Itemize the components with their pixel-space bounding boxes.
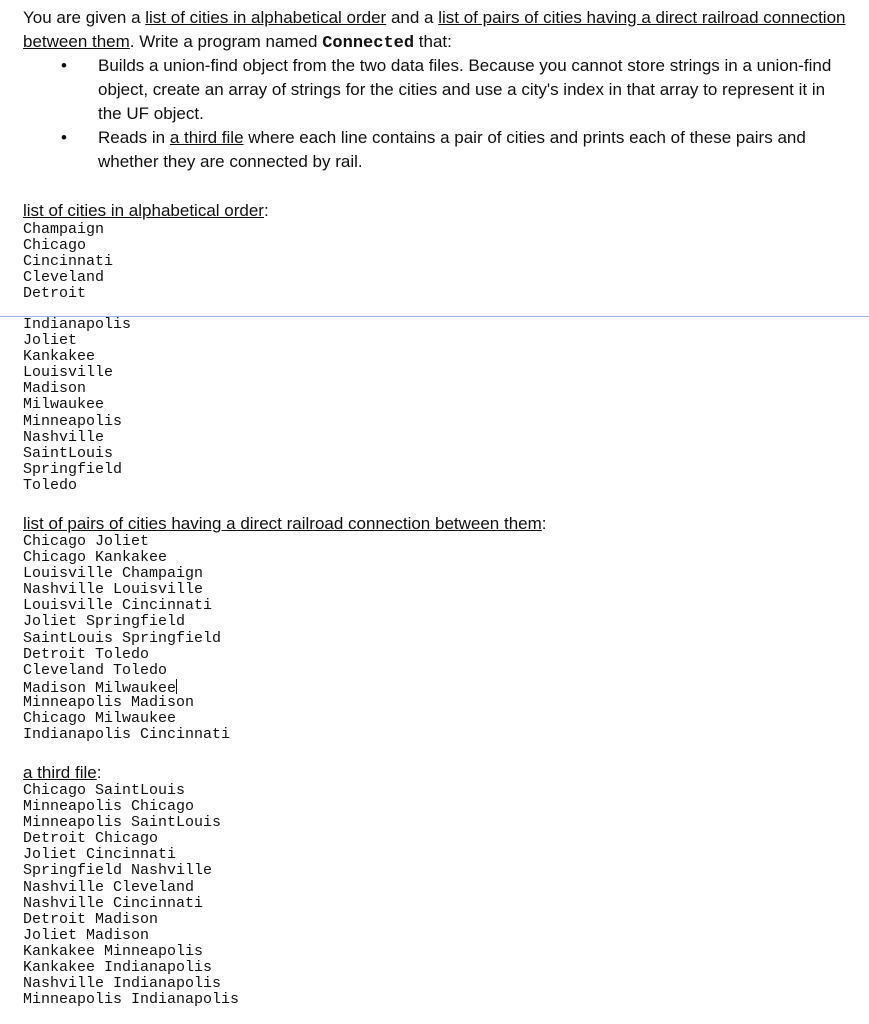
third-file-heading: a third file: — [23, 763, 102, 782]
query-pair-item: Minneapolis SaintLouis — [23, 814, 222, 832]
intro-text: and a — [386, 8, 439, 27]
pair-item: Minneapolis Madison — [23, 693, 195, 711]
text-cursor — [176, 679, 177, 694]
query-pair-item: Minneapolis Indianapolis — [23, 991, 240, 1009]
query-pair-item: Nashville Cincinnati — [23, 894, 204, 912]
city-item: Indianapolis — [23, 316, 132, 333]
pair-item: Chicago Milwaukee — [23, 710, 177, 728]
bullet-dot: • — [61, 128, 67, 147]
third-file-list — [23, 783, 239, 1008]
city-item: Cincinnati — [23, 253, 114, 271]
pair-item: Indianapolis Cincinnati — [23, 726, 231, 744]
query-pair-item: Kankakee Indianapolis — [23, 959, 213, 977]
bullet-item-1 — [23, 54, 853, 126]
bullet-text: Reads in — [98, 128, 170, 147]
city-item: Joliet — [23, 332, 78, 350]
query-pair-item: Chicago SaintLouis — [23, 782, 186, 799]
query-pair-item: Detroit Madison — [23, 910, 159, 928]
city-item: Louisville — [23, 364, 114, 382]
pair-item: Chicago Joliet — [23, 533, 150, 550]
query-pair-item: Springfield Nashville — [23, 862, 213, 880]
bullet-text: where each line contains a pair of cities and prints each of these pairs and whether they are connected by rail. — [98, 128, 806, 171]
city-item: Minneapolis — [23, 412, 123, 430]
city-item: Madison — [23, 380, 87, 398]
query-pair-item: Nashville Cleveland — [23, 878, 195, 896]
city-item: Milwaukee — [23, 396, 105, 414]
pair-item: Chicago Kankakee — [23, 549, 168, 567]
cities-list-page1 — [23, 222, 113, 302]
city-item: Champaign — [23, 221, 105, 238]
city-item: Kankakee — [23, 348, 96, 366]
city-item: Toledo — [23, 476, 78, 494]
cities-heading: list of cities in alphabetical order: — [23, 201, 269, 220]
query-pair-item: Kankakee Minneapolis — [23, 942, 204, 960]
intro-text: You are given a — [23, 8, 146, 27]
pair-item: Detroit Toledo — [23, 645, 150, 663]
pair-item: Cleveland Toledo — [23, 661, 168, 679]
query-pair-item: Joliet Cincinnati — [23, 846, 177, 864]
pairs-heading: list of pairs of cities having a direct railroad connection between them: — [23, 514, 547, 533]
pairs-list — [23, 534, 230, 743]
query-pair-item: Nashville Indianapolis — [23, 975, 222, 993]
pair-item: Madison Milwaukee — [23, 679, 177, 697]
city-item: SaintLouis — [23, 444, 114, 462]
third-file-link[interactable]: a third file — [169, 128, 244, 147]
bullet-dot: • — [61, 56, 67, 75]
intro-text: . Write a program named — [129, 32, 323, 51]
query-pair-item: Joliet Madison — [23, 926, 150, 944]
city-item: Springfield — [23, 460, 123, 478]
cities-list-page2 — [23, 317, 131, 494]
intro-paragraph — [23, 6, 853, 56]
program-name: Connected — [322, 34, 415, 53]
bullet-item-2 — [23, 126, 853, 174]
intro-text: that: — [414, 32, 452, 51]
city-item: Chicago — [23, 237, 87, 255]
query-pair-item: Minneapolis Chicago — [23, 798, 195, 816]
pair-item: Louisville Champaign — [23, 565, 204, 583]
cities-list-link[interactable]: list of cities in alphabetical order — [145, 8, 387, 27]
pairs-list-link[interactable]: list of pairs of cities having a direct railroad connection between them — [23, 8, 846, 51]
pair-item: SaintLouis Springfield — [23, 629, 222, 647]
query-pair-item: Detroit Chicago — [23, 830, 159, 848]
city-item: Nashville — [23, 428, 105, 446]
pair-item: Nashville Louisville — [23, 581, 204, 599]
pair-item: Louisville Cincinnati — [23, 597, 213, 615]
bullet-list — [23, 54, 853, 174]
bullet-text: Builds a union-find object from the two data files. Because you cannot store strings in a union-find object, create an array of strings for the cities and use a city's index in that array to represent it in the UF object. — [98, 56, 832, 123]
city-item: Cleveland — [23, 269, 105, 287]
city-item: Detroit — [23, 285, 87, 303]
pair-item: Joliet Springfield — [23, 613, 186, 631]
